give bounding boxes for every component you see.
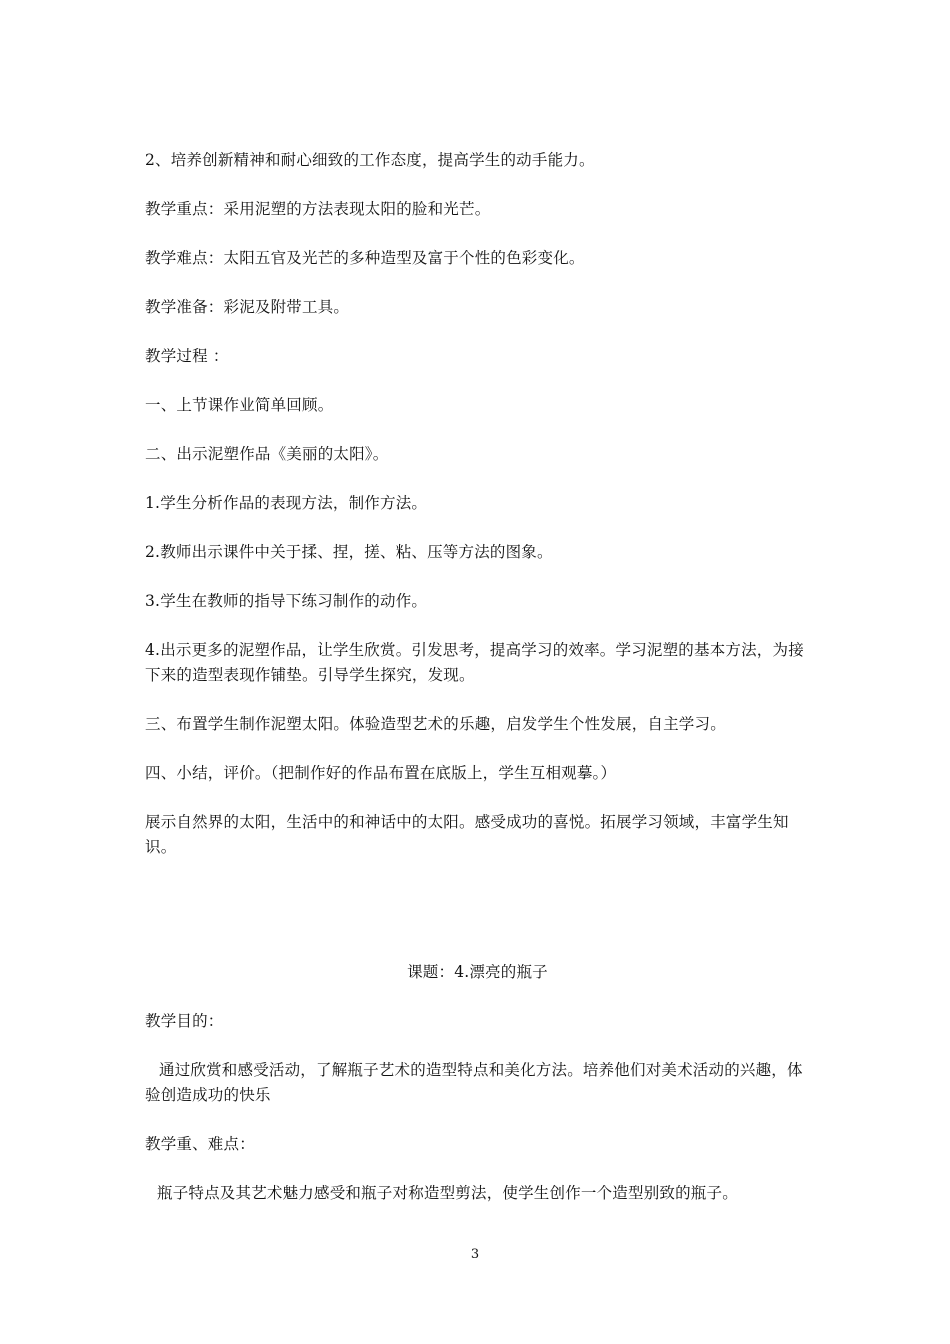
paragraph-substep-3: 3.学生在教师的指导下练习制作的动作。 — [145, 592, 428, 610]
paragraph-substep-4: 4.出示更多的泥塑作品，让学生欣赏。引发思考，提高学习的效率。学习泥塑的基本方法，为接下来的造型表现作铺垫。引导学生探究，发现。 — [145, 641, 804, 684]
lesson-title: 课题：4.漂亮的瓶子 — [407, 963, 548, 981]
paragraph-difficulty: 教学难点：太阳五官及光芒的多种造型及富于个性的色彩变化。 — [145, 249, 585, 267]
page-number: 3 — [470, 1247, 480, 1262]
page-content — [145, 148, 810, 1206]
paragraph-goal-2: 2、培养创新精神和耐心细致的工作态度，提高学生的动手能力。 — [145, 151, 595, 169]
keypoints-heading: 教学重、难点： — [145, 1135, 255, 1153]
paragraph-step-1: 一、上节课作业简单回顾。 — [145, 396, 334, 414]
paragraph-extension: 展示自然界的太阳，生活中的和神话中的太阳。感受成功的喜悦。拓展学习领域，丰富学生知识。 — [145, 813, 789, 856]
keypoints-text: 瓶子特点及其艺术魅力感受和瓶子对称造型剪法，使学生创作一个造型别致的瓶子。 — [157, 1184, 738, 1202]
paragraph-substep-2: 2.教师出示课件中关于揉、捏，搓、粘、压等方法的图象。 — [145, 543, 553, 561]
paragraph-preparation: 教学准备：彩泥及附带工具。 — [145, 298, 350, 316]
paragraph-step-3: 三、布置学生制作泥塑太阳。体验造型艺术的乐趣，启发学生个性发展，自主学习。 — [145, 715, 726, 733]
paragraph-step-4: 四、小结，评价。（把制作好的作品布置在底版上，学生互相观摹。） — [145, 764, 617, 782]
objective-heading: 教学目的： — [145, 1012, 224, 1030]
paragraph-substep-1: 1.学生分析作品的表现方法，制作方法。 — [145, 494, 428, 512]
objective-text: 通过欣赏和感受活动，了解瓶子艺术的造型特点和美化方法。培养他们对美术活动的兴趣，体验创造成功的快乐 — [145, 1061, 803, 1104]
paragraph-step-2: 二、出示泥塑作品《美丽的太阳》。 — [145, 445, 389, 463]
paragraph-key-point: 教学重点：采用泥塑的方法表现太阳的脸和光芒。 — [145, 200, 491, 218]
paragraph-process-heading: 教学过程 ： — [145, 347, 229, 365]
